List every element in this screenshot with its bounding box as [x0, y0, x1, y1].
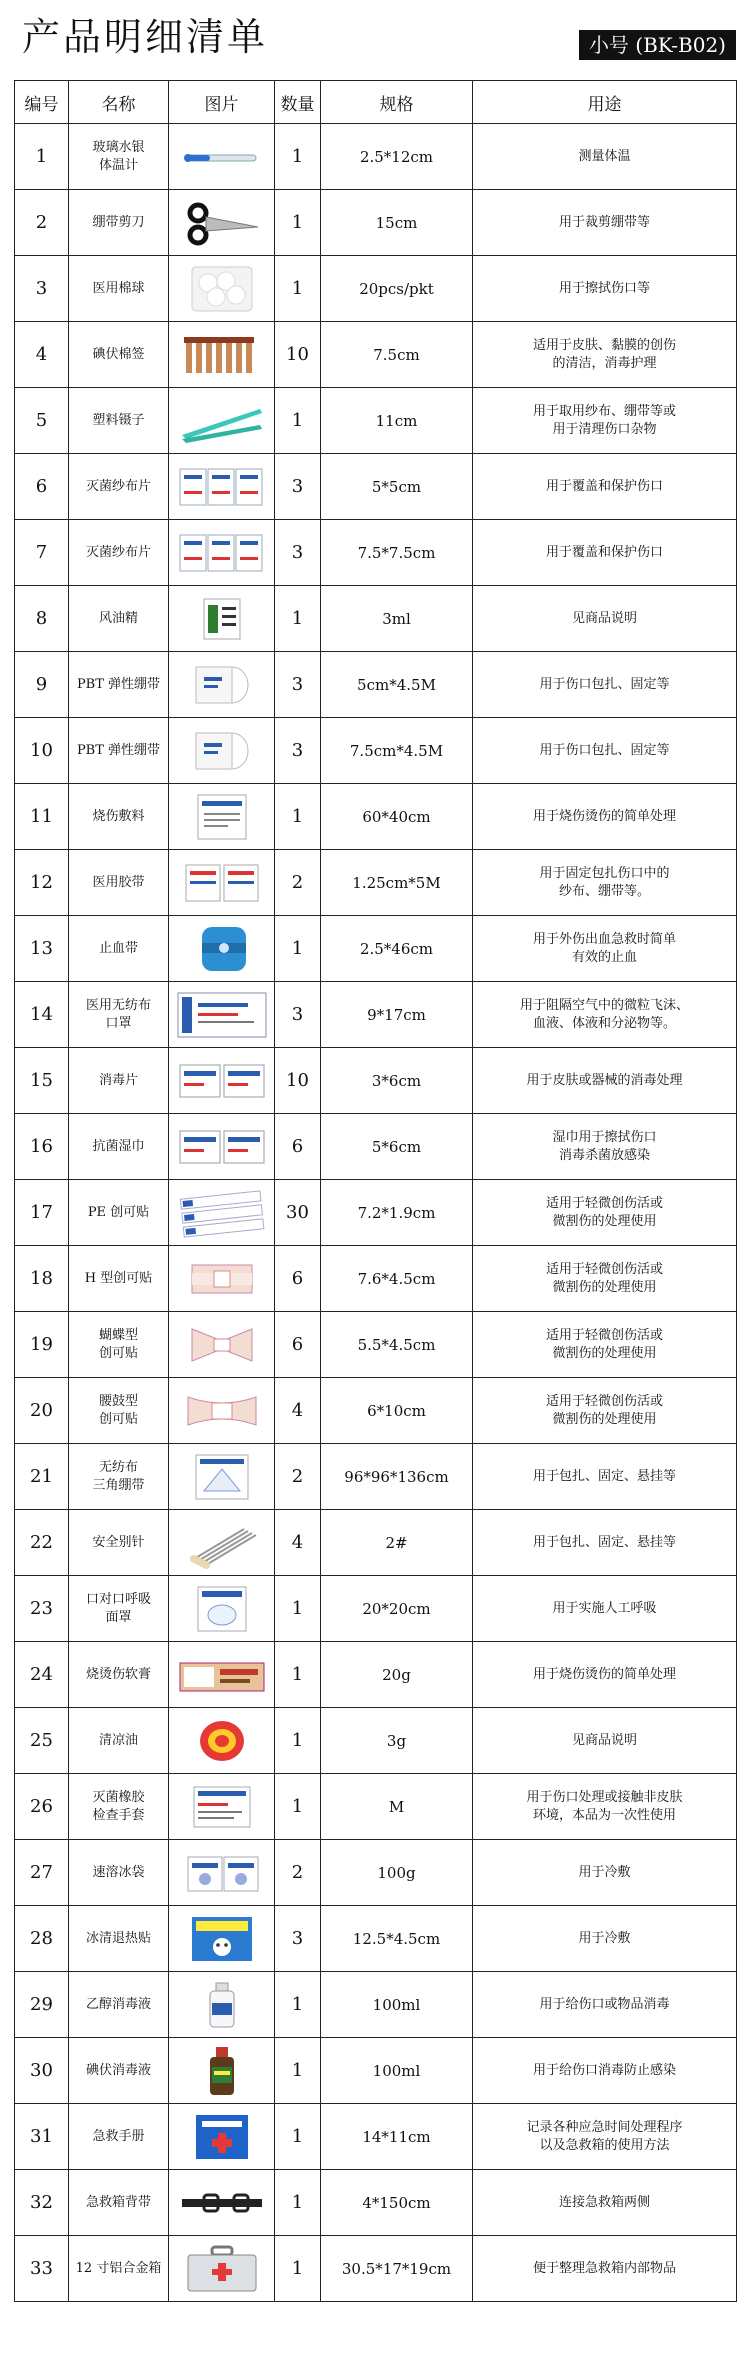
table-row: [15, 916, 737, 982]
item-number: 18: [15, 1246, 69, 1312]
item-image: [169, 1048, 275, 1114]
item-image: [169, 982, 275, 1048]
column-header-quantity: 数量: [275, 81, 321, 124]
item-image: [169, 718, 275, 784]
item-quantity: 1: [275, 784, 321, 850]
item-spec: 2.5*46cm: [321, 916, 473, 982]
item-image: [169, 2038, 275, 2104]
table-row: [15, 124, 737, 190]
ice-pack-icon: [174, 1847, 270, 1899]
item-name: 急救手册: [69, 2104, 169, 2170]
table-header-row: [15, 81, 737, 124]
item-number: 9: [15, 652, 69, 718]
item-number: 1: [15, 124, 69, 190]
item-spec: 4*150cm: [321, 2170, 473, 2236]
item-name: 止血带: [69, 916, 169, 982]
table-row: [15, 718, 737, 784]
item-spec: 100ml: [321, 2038, 473, 2104]
item-usage: 便于整理急救箱内部物品: [473, 2236, 737, 2302]
item-name: 无纺布 三角绷带: [69, 1444, 169, 1510]
item-name: 医用胶带: [69, 850, 169, 916]
tourniquet-icon: [174, 923, 270, 975]
item-quantity: 6: [275, 1312, 321, 1378]
item-spec: 2.5*12cm: [321, 124, 473, 190]
gloves-pack-icon: [174, 1781, 270, 1833]
column-header-image: 图片: [169, 81, 275, 124]
item-name: 蝴蝶型 创可贴: [69, 1312, 169, 1378]
scissors-icon: [174, 197, 270, 249]
wipe-pack-icon: [174, 1055, 270, 1107]
item-number: 10: [15, 718, 69, 784]
item-name: 碘伏棉签: [69, 322, 169, 388]
plaster-butterfly-icon: [174, 1319, 270, 1371]
table-row: [15, 850, 737, 916]
item-name: 绷带剪刀: [69, 190, 169, 256]
oil-bottle-box-icon: [174, 593, 270, 645]
item-spec: 11cm: [321, 388, 473, 454]
item-name: 烧伤敷料: [69, 784, 169, 850]
item-image: [169, 1180, 275, 1246]
item-image: [169, 2104, 275, 2170]
item-quantity: 4: [275, 1378, 321, 1444]
table-row: [15, 652, 737, 718]
column-header-spec: 规格: [321, 81, 473, 124]
item-spec: 100g: [321, 1840, 473, 1906]
item-name: 口对口呼吸 面罩: [69, 1576, 169, 1642]
item-spec: 20*20cm: [321, 1576, 473, 1642]
table-row: [15, 982, 737, 1048]
item-spec: 100ml: [321, 1972, 473, 2038]
item-usage: 用于给伤口或物品消毒: [473, 1972, 737, 2038]
item-image: [169, 2236, 275, 2302]
item-name: 灭菌橡胶 检查手套: [69, 1774, 169, 1840]
item-number: 4: [15, 322, 69, 388]
item-spec: 5.5*4.5cm: [321, 1312, 473, 1378]
item-quantity: 1: [275, 1774, 321, 1840]
item-usage: 用于外伤出血急救时简单 有效的止血: [473, 916, 737, 982]
item-usage: 适用于轻微创伤活或 微割伤的处理使用: [473, 1378, 737, 1444]
iodine-swab-icon: [174, 329, 270, 381]
item-image: [169, 1444, 275, 1510]
item-quantity: 6: [275, 1246, 321, 1312]
item-spec: 7.5cm: [321, 322, 473, 388]
item-image: [169, 1840, 275, 1906]
table-row: [15, 1378, 737, 1444]
item-image: [169, 1510, 275, 1576]
item-number: 20: [15, 1378, 69, 1444]
item-image: [169, 1774, 275, 1840]
page-title: 产品明细清单: [22, 15, 269, 59]
item-quantity: 1: [275, 124, 321, 190]
item-number: 33: [15, 2236, 69, 2302]
item-usage: 用于取用纱布、绷带等或 用于清理伤口杂物: [473, 388, 737, 454]
item-number: 2: [15, 190, 69, 256]
item-image: [169, 1906, 275, 1972]
item-usage: 用于固定包扎伤口中的 纱布、绷带等。: [473, 850, 737, 916]
item-number: 30: [15, 2038, 69, 2104]
item-name: 灭菌纱布片: [69, 454, 169, 520]
table-row: [15, 1708, 737, 1774]
item-spec: 3g: [321, 1708, 473, 1774]
item-quantity: 2: [275, 850, 321, 916]
item-usage: 适用于轻微创伤活或 微割伤的处理使用: [473, 1246, 737, 1312]
item-quantity: 1: [275, 2038, 321, 2104]
table-row: [15, 784, 737, 850]
item-usage: 湿巾用于擦拭伤口 消毒杀菌放感染: [473, 1114, 737, 1180]
item-spec: 14*11cm: [321, 2104, 473, 2170]
thermometer-icon: [174, 131, 270, 183]
item-image: [169, 1378, 275, 1444]
item-image: [169, 1114, 275, 1180]
item-quantity: 1: [275, 916, 321, 982]
item-quantity: 4: [275, 1510, 321, 1576]
item-spec: 5*6cm: [321, 1114, 473, 1180]
table-row: [15, 1906, 737, 1972]
item-name: 风油精: [69, 586, 169, 652]
item-quantity: 1: [275, 2104, 321, 2170]
burn-dressing-icon: [174, 791, 270, 843]
item-quantity: 3: [275, 652, 321, 718]
item-usage: 见商品说明: [473, 1708, 737, 1774]
item-quantity: 1: [275, 586, 321, 652]
item-name: 医用无纺布 口罩: [69, 982, 169, 1048]
item-name: PBT 弹性绷带: [69, 718, 169, 784]
item-usage: 用于包扎、固定、悬挂等: [473, 1444, 737, 1510]
item-image: [169, 388, 275, 454]
item-image: [169, 916, 275, 982]
item-number: 24: [15, 1642, 69, 1708]
item-number: 3: [15, 256, 69, 322]
item-name: PBT 弹性绷带: [69, 652, 169, 718]
table-row: [15, 1246, 737, 1312]
plaster-strips-icon: [174, 1187, 270, 1239]
item-quantity: 1: [275, 1642, 321, 1708]
item-image: [169, 190, 275, 256]
item-quantity: 1: [275, 190, 321, 256]
table-row: [15, 1114, 737, 1180]
gauze-pack-icon: [174, 527, 270, 579]
mask-pack-icon: [174, 989, 270, 1041]
table-row: [15, 1180, 737, 1246]
item-number: 28: [15, 1906, 69, 1972]
table-row: [15, 2170, 737, 2236]
item-spec: 1.25cm*5M: [321, 850, 473, 916]
item-quantity: 1: [275, 1576, 321, 1642]
plaster-h-icon: [174, 1253, 270, 1305]
table-row: [15, 256, 737, 322]
table-row: [15, 1642, 737, 1708]
column-header-name: 名称: [69, 81, 169, 124]
ointment-box-icon: [174, 1649, 270, 1701]
item-usage: 用于伤口处理或接触非皮肤 环境，本品为一次性使用: [473, 1774, 737, 1840]
item-name: 碘伏消毒液: [69, 2038, 169, 2104]
item-number: 12: [15, 850, 69, 916]
cooling-patch-icon: [174, 1913, 270, 1965]
item-number: 31: [15, 2104, 69, 2170]
item-spec: 5*5cm: [321, 454, 473, 520]
item-quantity: 1: [275, 2170, 321, 2236]
item-quantity: 10: [275, 1048, 321, 1114]
item-image: [169, 256, 275, 322]
cpr-mask-icon: [174, 1583, 270, 1635]
item-usage: 用于伤口包扎、固定等: [473, 718, 737, 784]
model-badge: 小号 (BK-B02): [579, 30, 736, 60]
item-name: 清凉油: [69, 1708, 169, 1774]
item-image: [169, 1312, 275, 1378]
item-quantity: 2: [275, 1840, 321, 1906]
safety-pin-icon: [174, 1517, 270, 1569]
table-row: [15, 1774, 737, 1840]
item-name: 烧烫伤软膏: [69, 1642, 169, 1708]
item-quantity: 3: [275, 718, 321, 784]
item-quantity: 10: [275, 322, 321, 388]
item-image: [169, 586, 275, 652]
item-spec: 96*96*136cm: [321, 1444, 473, 1510]
item-name: 速溶冰袋: [69, 1840, 169, 1906]
item-spec: 3*6cm: [321, 1048, 473, 1114]
table-row: [15, 454, 737, 520]
item-number: 21: [15, 1444, 69, 1510]
item-spec: 7.6*4.5cm: [321, 1246, 473, 1312]
tape-pack-icon: [174, 857, 270, 909]
item-number: 13: [15, 916, 69, 982]
gauze-pack-icon: [174, 461, 270, 513]
aluminum-case-icon: [174, 2243, 270, 2295]
item-image: [169, 850, 275, 916]
item-name: 医用棉球: [69, 256, 169, 322]
item-number: 22: [15, 1510, 69, 1576]
item-usage: 用于擦拭伤口等: [473, 256, 737, 322]
item-image: [169, 652, 275, 718]
item-usage: 测量体温: [473, 124, 737, 190]
item-usage: 适用于轻微创伤活或 微割伤的处理使用: [473, 1312, 737, 1378]
item-quantity: 1: [275, 2236, 321, 2302]
column-header-usage: 用途: [473, 81, 737, 124]
item-spec: 5cm*4.5M: [321, 652, 473, 718]
item-quantity: 6: [275, 1114, 321, 1180]
item-spec: 2#: [321, 1510, 473, 1576]
item-quantity: 30: [275, 1180, 321, 1246]
table-row: [15, 1444, 737, 1510]
item-usage: 用于裁剪绷带等: [473, 190, 737, 256]
table-row: [15, 2236, 737, 2302]
product-list-table: [14, 80, 737, 2302]
item-name: 冰清退热贴: [69, 1906, 169, 1972]
item-spec: 15cm: [321, 190, 473, 256]
item-number: 8: [15, 586, 69, 652]
item-name: 抗菌湿巾: [69, 1114, 169, 1180]
item-name: H 型创可贴: [69, 1246, 169, 1312]
table-row: [15, 586, 737, 652]
item-number: 26: [15, 1774, 69, 1840]
item-number: 7: [15, 520, 69, 586]
table-row: [15, 1048, 737, 1114]
item-number: 32: [15, 2170, 69, 2236]
item-spec: 9*17cm: [321, 982, 473, 1048]
item-spec: 20pcs/pkt: [321, 256, 473, 322]
cotton-balls-icon: [174, 263, 270, 315]
table-row: [15, 1576, 737, 1642]
item-name: 灭菌纱布片: [69, 520, 169, 586]
item-quantity: 3: [275, 982, 321, 1048]
item-usage: 用于冷敷: [473, 1906, 737, 1972]
item-usage: 适用于皮肤、黏膜的创伤 的清洁，消毒护理: [473, 322, 737, 388]
plaster-drum-icon: [174, 1385, 270, 1437]
table-row: [15, 1510, 737, 1576]
item-image: [169, 1246, 275, 1312]
item-image: [169, 1708, 275, 1774]
wipe-pack-icon: [174, 1121, 270, 1173]
item-image: [169, 322, 275, 388]
item-spec: M: [321, 1774, 473, 1840]
item-spec: 20g: [321, 1642, 473, 1708]
item-image: [169, 1972, 275, 2038]
item-usage: 适用于轻微创伤活或 微割伤的处理使用: [473, 1180, 737, 1246]
item-spec: 6*10cm: [321, 1378, 473, 1444]
item-image: [169, 1576, 275, 1642]
item-quantity: 1: [275, 1708, 321, 1774]
item-spec: 60*40cm: [321, 784, 473, 850]
item-quantity: 1: [275, 388, 321, 454]
table-row: [15, 520, 737, 586]
item-image: [169, 454, 275, 520]
manual-book-icon: [174, 2111, 270, 2163]
item-spec: 7.5*7.5cm: [321, 520, 473, 586]
item-spec: 12.5*4.5cm: [321, 1906, 473, 1972]
table-row: [15, 388, 737, 454]
item-name: PE 创可贴: [69, 1180, 169, 1246]
item-usage: 用于烧伤烫伤的简单处理: [473, 1642, 737, 1708]
item-usage: 用于覆盖和保护伤口: [473, 520, 737, 586]
item-number: 25: [15, 1708, 69, 1774]
item-quantity: 3: [275, 454, 321, 520]
column-header-number: 编号: [15, 81, 69, 124]
item-usage: 用于实施人工呼吸: [473, 1576, 737, 1642]
item-number: 14: [15, 982, 69, 1048]
item-quantity: 2: [275, 1444, 321, 1510]
page-header: [0, 0, 750, 72]
item-quantity: 3: [275, 520, 321, 586]
item-quantity: 1: [275, 1972, 321, 2038]
item-image: [169, 2170, 275, 2236]
table-row: [15, 2038, 737, 2104]
item-spec: 30.5*17*19cm: [321, 2236, 473, 2302]
item-number: 19: [15, 1312, 69, 1378]
table-row: [15, 2104, 737, 2170]
item-usage: 用于皮肤或器械的消毒处理: [473, 1048, 737, 1114]
item-number: 6: [15, 454, 69, 520]
item-quantity: 3: [275, 1906, 321, 1972]
item-number: 11: [15, 784, 69, 850]
iodine-bottle-icon: [174, 2045, 270, 2097]
table-row: [15, 1840, 737, 1906]
tweezers-icon: [174, 395, 270, 447]
item-image: [169, 520, 275, 586]
item-usage: 用于冷敷: [473, 1840, 737, 1906]
item-quantity: 1: [275, 256, 321, 322]
item-number: 16: [15, 1114, 69, 1180]
item-usage: 用于包扎、固定、悬挂等: [473, 1510, 737, 1576]
item-usage: 用于烧伤烫伤的简单处理: [473, 784, 737, 850]
item-name: 腰鼓型 创可贴: [69, 1378, 169, 1444]
item-usage: 用于阻隔空气中的微粒飞沫、 血液、体液和分泌物等。: [473, 982, 737, 1048]
alcohol-bottle-icon: [174, 1979, 270, 2031]
item-spec: 7.2*1.9cm: [321, 1180, 473, 1246]
bandage-roll-icon: [174, 725, 270, 777]
table-row: [15, 190, 737, 256]
triangle-bandage-icon: [174, 1451, 270, 1503]
balm-tin-icon: [174, 1715, 270, 1767]
item-number: 27: [15, 1840, 69, 1906]
item-usage: 见商品说明: [473, 586, 737, 652]
table-row: [15, 1312, 737, 1378]
item-usage: 用于给伤口消毒防止感染: [473, 2038, 737, 2104]
item-usage: 用于覆盖和保护伤口: [473, 454, 737, 520]
item-number: 29: [15, 1972, 69, 2038]
item-number: 17: [15, 1180, 69, 1246]
item-spec: 7.5cm*4.5M: [321, 718, 473, 784]
item-name: 急救箱背带: [69, 2170, 169, 2236]
item-usage: 记录各种应急时间处理程序 以及急救箱的使用方法: [473, 2104, 737, 2170]
item-name: 塑料镊子: [69, 388, 169, 454]
item-name: 安全别针: [69, 1510, 169, 1576]
item-usage: 连接急救箱两侧: [473, 2170, 737, 2236]
item-number: 5: [15, 388, 69, 454]
item-image: [169, 1642, 275, 1708]
item-number: 15: [15, 1048, 69, 1114]
item-name: 12 寸铝合金箱: [69, 2236, 169, 2302]
item-name: 乙醇消毒液: [69, 1972, 169, 2038]
bandage-roll-icon: [174, 659, 270, 711]
table-row: [15, 1972, 737, 2038]
table-row: [15, 322, 737, 388]
item-usage: 用于伤口包扎、固定等: [473, 652, 737, 718]
item-image: [169, 124, 275, 190]
item-image: [169, 784, 275, 850]
item-name: 玻璃水银 体温计: [69, 124, 169, 190]
item-spec: 3ml: [321, 586, 473, 652]
item-name: 消毒片: [69, 1048, 169, 1114]
strap-icon: [174, 2177, 270, 2229]
item-number: 23: [15, 1576, 69, 1642]
